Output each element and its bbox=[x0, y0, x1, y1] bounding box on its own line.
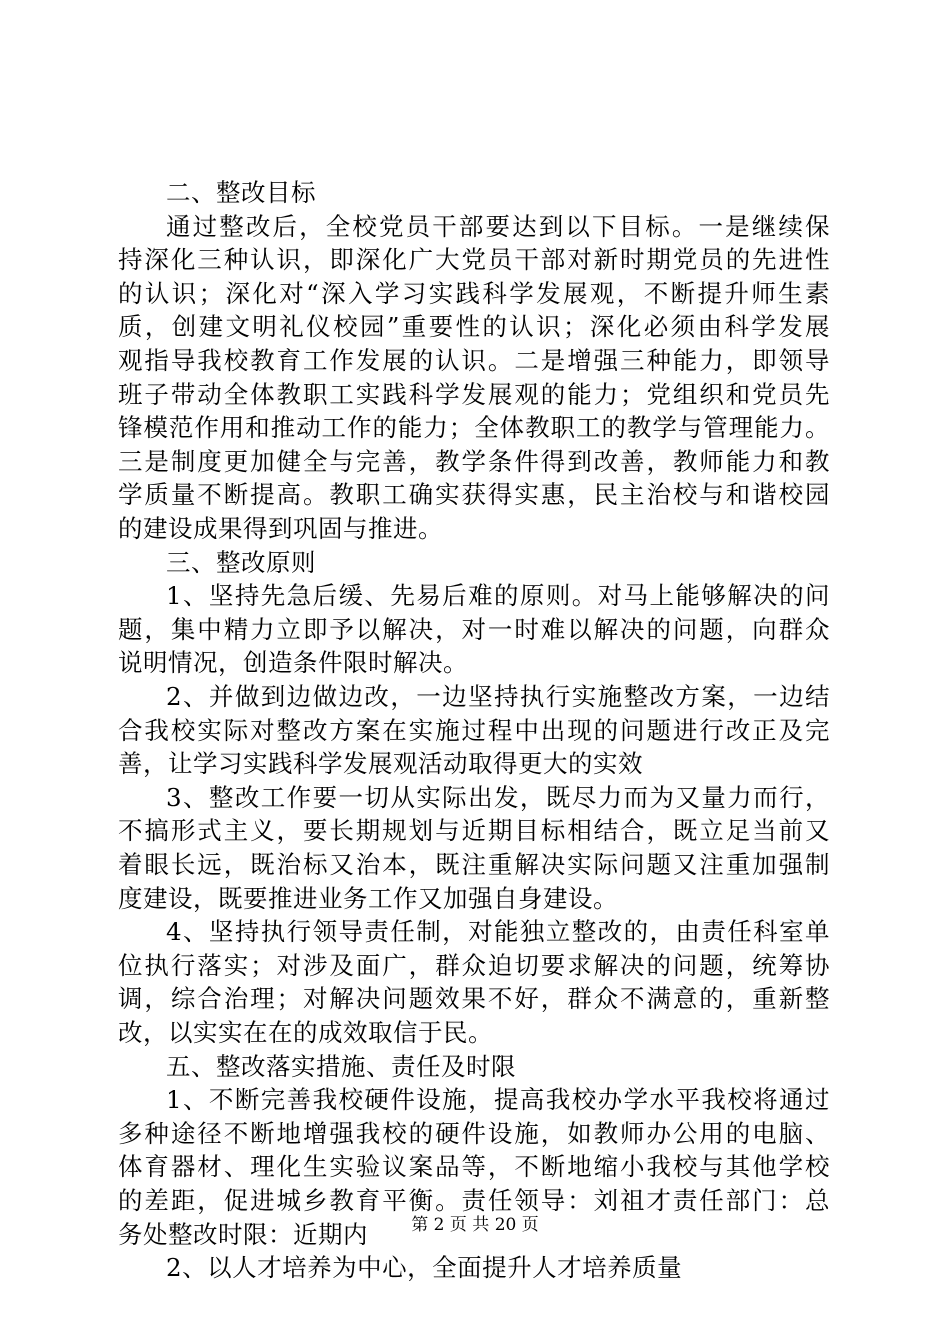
text-line: 改，以实实在在的成效取信于民。 bbox=[118, 1018, 493, 1047]
text-line: 2、以人才培养为中心，全面提升人才培养质量 bbox=[166, 1253, 683, 1283]
text-line: 持深化三种认识，即深化广大党员干部对新时期党员的先进性 bbox=[118, 245, 830, 275]
text-line: 1、坚持先急后缓、先易后难的原则。对马上能够解决的问 bbox=[166, 581, 830, 611]
text-line: 观指导我校教育工作发展的认识。二是增强三种能力，即领导 bbox=[118, 346, 830, 375]
text-line: 锋模范作用和推动工作的能力；全体教职工的教学与管理能力。 bbox=[118, 413, 830, 443]
page-footer: 第 2 页 共 20 页 bbox=[411, 1215, 539, 1235]
text-line: 的认识；深化对“深入学习实践科学发展观，不断提升师生素 bbox=[118, 278, 830, 308]
text-line: 务处整改时限：近期内 bbox=[118, 1219, 368, 1249]
text-line: 度建设，既要推进业务工作又加强自身建设。 bbox=[118, 883, 618, 913]
text-line: 4、坚持执行领导责任制，对能独立整改的，由责任科室单 bbox=[166, 917, 830, 947]
text-line: 多种途径不断地增强我校的硬件设施，如教师办公用的电脑、 bbox=[118, 1118, 830, 1148]
text-line: 1、不断完善我校硬件设施，提高我校办学水平我校将通过 bbox=[166, 1085, 830, 1115]
text-line: 位执行落实；对涉及面广，群众迫切要求解决的问题，统筹协 bbox=[118, 950, 830, 980]
text-line: 的建设成果得到巩固与推进。 bbox=[118, 514, 443, 543]
text-line: 说明情况，创造条件限时解决。 bbox=[118, 648, 468, 678]
text-line: 的差距，促进城乡教育平衡。责任领导：刘祖才责任部门：总 bbox=[118, 1186, 830, 1215]
text-line: 二、整改目标 bbox=[166, 178, 316, 207]
text-line: 三是制度更加健全与完善，教学条件得到改善，教师能力和教 bbox=[118, 446, 830, 476]
text-line: 善，让学习实践科学发展观活动取得更大的实效 bbox=[118, 749, 643, 779]
text-line: 三、整改原则 bbox=[166, 547, 316, 577]
text-line: 2、并做到边做边改，一边坚持执行实施整改方案，一边结 bbox=[166, 682, 830, 711]
text-line: 不搞形式主义，要长期规划与近期目标相结合，既立足当前又 bbox=[118, 816, 830, 846]
text-line: 质，创建文明礼仪校园”重要性的认识；深化必须由科学发展 bbox=[118, 312, 830, 342]
text-line: 五、整改落实措施、责任及时限 bbox=[166, 1051, 516, 1081]
text-line: 调，综合治理；对解决问题效果不好，群众不满意的，重新整 bbox=[118, 984, 830, 1014]
text-line: 通过整改后，全校党员干部要达到以下目标。一是继续保 bbox=[166, 211, 830, 241]
text-line: 题，集中精力立即予以解决，对一时难以解决的问题，向群众 bbox=[118, 614, 830, 644]
text-line: 体育器材、理化生实验议案品等，不断地缩小我校与其他学校 bbox=[118, 1152, 830, 1182]
text-line: 学质量不断提高。教职工确实获得实惠，民主治校与和谐校园 bbox=[118, 480, 830, 510]
text-line: 着眼长远，既治标又治本，既注重解决实际问题又注重加强制 bbox=[118, 850, 830, 879]
text-line: 合我校实际对整改方案在实施过程中出现的问题进行改正及完 bbox=[118, 715, 830, 745]
text-line: 3、整改工作要一切从实际出发，既尽力而为又量力而行， bbox=[166, 782, 830, 812]
text-line: 班子带动全体教职工实践科学发展观的能力；党组织和党员先 bbox=[118, 379, 830, 409]
